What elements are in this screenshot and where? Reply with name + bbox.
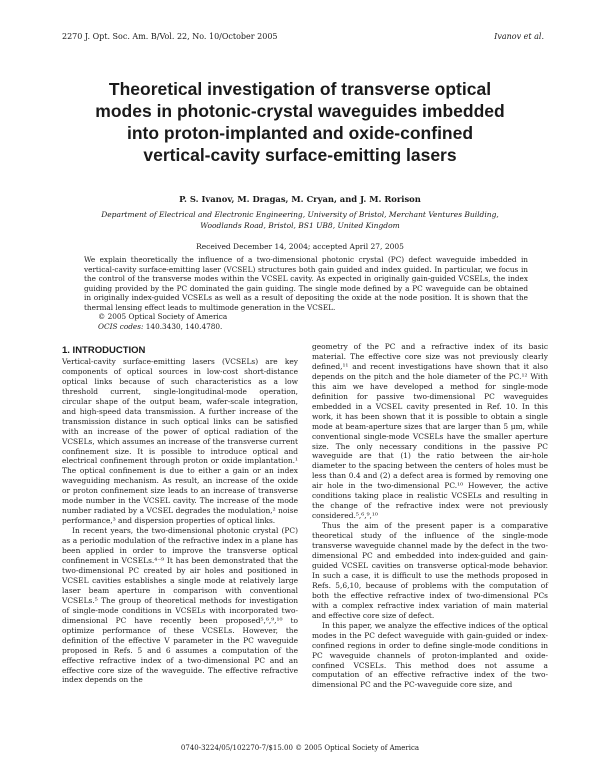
title-line: Theoretical investigation of transverse optical xyxy=(108,79,492,99)
body-paragraph: In this paper, we analyze the effective indices of the optical modes in the PC defect waveguide with gain-guided or index-confined regions in order to define single-mode conditions in PC waveguide channels of proton-implanted and oxide-confined VCSELs. This method does not assume a computation of an effective refractive index of the two-dimensional PC and the PC-waveguide core size, and xyxy=(312,620,548,690)
running-header-left: 2270 J. Opt. Soc. Am. B/Vol. 22, No. 10/October 2005 xyxy=(62,32,278,41)
right-column xyxy=(312,342,548,690)
ocis-codes: 140.3430, 140.4780. xyxy=(145,321,223,331)
ocis-line xyxy=(84,322,528,332)
received-dates: Received December 14, 2004; accepted April 27, 2005 xyxy=(196,242,404,251)
section-heading: 1. INTRODUCTION xyxy=(62,345,146,356)
left-column xyxy=(62,346,298,685)
abstract-text: We explain theoretically the influence of a two-dimensional photonic crystal (PC) defect waveguide imbedded in vertical-cavity surface-emitting laser (VCSEL) structures both gain guided and index guided. In particular, we focus in the control of the transverse modes within the VCSEL cavity. As expected in originally gain-guided VCSELs, the index guiding provided by the PC dominated the gain guiding. The single mode defined by a PC waveguide can be obtained in originally index-guided VCSELs as well as a result of depositing the oxide at the node position. It is shown that the thermal lensing effect leads to multimode generation in the VCSEL. xyxy=(84,255,528,312)
body-paragraph: geometry of the PC and a refractive index of its basic material. The effective core size was not previously clearly defined,¹¹ and recent investigations have shown that it also depends on the pitch and the hole diameter of the PC.¹² With this aim we have developed a method for single-mode definition for passive two-dimensional PC waveguides embedded in a VCSEL cavity presented in Ref. 10. In this work, it has been shown that it is possible to obtain a single mode at beam-aperture sizes that are larger than 5 μm, while conventional single-mode VCSELs have the smaller aperture size. The only necessary conditions in the passive PC waveguide are that (1) the ratio between the air-hole diameter to the spacing between the centers of holes must be less than 0.4 and (2) a defect area is formed by removing one air hole in the two-dimensional PC.¹⁰ However, the active conditions taking place in realistic VCSELs and resulting in the change of the refractive index were not previously considered.⁵,⁶,⁹,¹⁰ xyxy=(312,342,548,521)
author-list: P. S. Ivanov, M. Dragas, M. Cryan, and J. M. Rorison xyxy=(179,194,421,204)
abstract-copyright: © 2005 Optical Society of America xyxy=(98,312,228,321)
body-paragraph: In recent years, the two-dimensional photonic crystal (PC) as a periodic modulation of the refractive index in a plane has been applied in order to improve the transverse optical confinement in VCSELs.⁴⁻⁹ It has been demonstrated that the two-dimensional PC created by air holes and positioned in VCSEL cavities establishes a single mode at relatively large laser beam aperture in comparison with conventional VCSELs.⁵ The group of theoretical methods for investigation of single-mode conditions in VCSELs with incorporated two-dimensional PC have recently been proposed⁵,⁶,⁹,¹⁰ to optimize performance of these VCSELs. However, the definition of the effective V parameter in the PC waveguide proposed in Refs. 5 and 6 assumes a computation of the effective refractive index of a two-dimensional PC and an effective core size of the waveguide. The effective refractive index depends on the xyxy=(62,526,298,685)
affiliation-line: Department of Electrical and Electronic Engineering, University of Bristol, Merchant Ventures Building, xyxy=(101,210,499,219)
abstract xyxy=(84,255,528,331)
title-line: into proton-implanted and oxide-confined xyxy=(126,123,474,143)
body-paragraph: Vertical-cavity surface-emitting lasers (VCSELs) are key components of optical sources in low-cost short-distance optical links because of such characteristics as a low threshold current, single-longitudinal-mode operation, circular shape of the output beam, wafer-scale integration, and high-speed data transmission. A further increase of the transmission distance in such optical links can be satisfied with an increase of the power of optical radiation of the VCSELs, which assumes an increase of the transverse current confinement size. It is possible to introduce optical and electrical confinement through proton or oxide implantation.¹ The optical confinement is due to either a gain or an index waveguiding mechanism. As result, an increase of the oxide or proton confinement size leads to an increase of transverse mode number in the VCSEL cavity. The increase of the mode number radiated by a VCSEL degrades the modulation,² noise performance,³ and dispersion properties of optical links. xyxy=(62,356,298,526)
title-line: modes in photonic-crystal waveguides imbedded xyxy=(95,101,505,121)
article-title xyxy=(60,78,540,166)
page-footer: 0740-3224/05/102270-7/$15.00 © 2005 Optical Society of America xyxy=(180,744,420,752)
body-paragraph: Thus the aim of the present paper is a comparative theoretical study of the influence of the single-mode transverse waveguide channel made by the defect in the two-dimensional PC and embedded into index-guided and gain-guided VCSEL cavities on transverse optical-mode behavior. In such a case, it is difficult to use the methods proposed in Refs. 5,6,10, because of problems with the computation of both the effective refractive index of two-dimensional PCs with a complex refractive index variation of main material and effective core size of defect. xyxy=(312,521,548,620)
title-line: vertical-cavity surface-emitting lasers xyxy=(143,145,457,165)
affiliation xyxy=(60,209,540,231)
affiliation-line: Woodlands Road, Bristol, BS1 UB8, United Kingdom xyxy=(200,221,400,230)
ocis-label: OCIS codes: xyxy=(98,321,144,331)
running-header-right: Ivanov et al. xyxy=(494,32,544,41)
